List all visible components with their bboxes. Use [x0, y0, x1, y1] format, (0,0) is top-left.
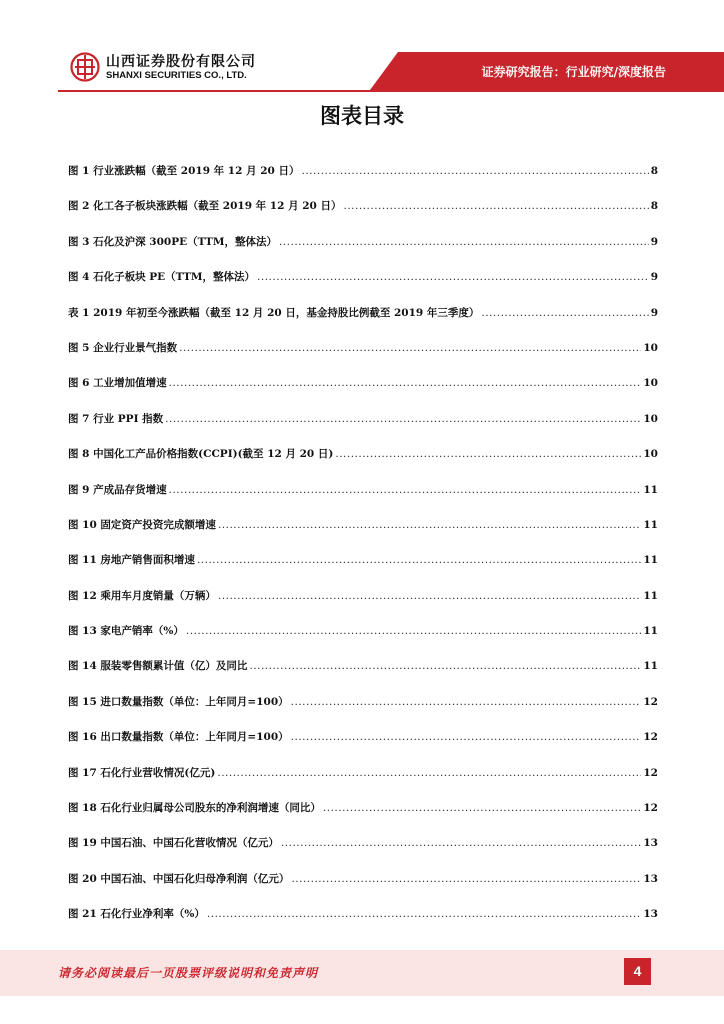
- figure-toc-list: [68, 163, 658, 942]
- toc-dot-leader: [169, 377, 642, 389]
- toc-entry[interactable]: [68, 446, 658, 481]
- toc-entry-label: 图 15 进口数量指数（单位：上年同月=100）: [68, 695, 289, 708]
- toc-entry-label: 图 8 中国化工产品价格指数(CCPI)(截至 12 月 20 日): [68, 448, 334, 461]
- toc-entry-label: 图 6 工业增加值增速: [68, 377, 167, 390]
- toc-dot-leader: [218, 590, 641, 602]
- toc-entry[interactable]: [68, 198, 658, 233]
- toc-entry[interactable]: [68, 623, 658, 658]
- toc-entry-page: 10: [643, 448, 658, 461]
- toc-dot-leader: [257, 271, 649, 283]
- toc-dot-leader: [302, 165, 649, 177]
- toc-entry-page: 11: [643, 660, 658, 673]
- toc-entry-page: 12: [643, 731, 658, 744]
- toc-entry-page: 9: [650, 271, 658, 284]
- toc-entry[interactable]: [68, 305, 658, 340]
- toc-entry-label: 图 14 服装零售额累计值（亿）及同比: [68, 660, 248, 673]
- toc-dot-leader: [249, 660, 641, 672]
- page-title: 图表目录: [320, 104, 404, 128]
- toc-entry-label: 图 16 出口数量指数（单位：上年同月=100）: [68, 731, 289, 744]
- toc-entry[interactable]: [68, 340, 658, 375]
- toc-entry-page: 12: [643, 695, 658, 708]
- toc-entry-label: 图 19 中国石油、中国石化营收情况（亿元）: [68, 837, 279, 850]
- toc-dot-leader: [291, 873, 641, 885]
- toc-entry-page: 9: [650, 235, 658, 248]
- company-name-en: SHANXI SECURITIES CO., LTD.: [106, 70, 247, 81]
- toc-entry-page: 10: [643, 341, 658, 354]
- toc-entry-page: 11: [643, 518, 658, 531]
- toc-entry[interactable]: [68, 234, 658, 269]
- toc-entry-page: 8: [650, 200, 658, 213]
- toc-entry[interactable]: [68, 729, 658, 764]
- toc-entry[interactable]: [68, 835, 658, 870]
- toc-entry-label: 图 18 石化行业归属母公司股东的净利润增速（同比）: [68, 802, 321, 815]
- toc-entry-label: 图 20 中国石油、中国石化归母净利润（亿元）: [68, 872, 290, 885]
- toc-entry-label: 图 21 石化行业净利率（%）: [68, 908, 205, 921]
- toc-entry-label: 表 1 2019 年初至今涨跌幅（截至 12 月 20 日，基金持股比例截至 2019 年三季度）: [68, 306, 480, 319]
- toc-dot-leader: [481, 307, 648, 319]
- toc-entry-page: 11: [643, 483, 658, 496]
- toc-dot-leader: [279, 236, 649, 248]
- toc-entry[interactable]: [68, 552, 658, 587]
- toc-dot-leader: [291, 696, 642, 708]
- toc-dot-leader: [186, 625, 641, 637]
- toc-dot-leader: [169, 484, 642, 496]
- toc-dot-leader: [323, 802, 641, 814]
- toc-entry-page: 13: [643, 837, 658, 850]
- toc-entry-page: 11: [643, 589, 658, 602]
- toc-dot-leader: [335, 448, 641, 460]
- toc-entry[interactable]: [68, 588, 658, 623]
- toc-dot-leader: [179, 342, 641, 354]
- shanxi-securities-logo-icon: [70, 52, 100, 82]
- toc-entry-page: 13: [643, 872, 658, 885]
- toc-entry[interactable]: [68, 800, 658, 835]
- toc-entry-label: 图 1 行业涨跌幅（截至 2019 年 12 月 20 日）: [68, 165, 300, 177]
- toc-entry-page: 8: [650, 165, 658, 177]
- toc-entry-label: 图 10 固定资产投资完成额增速: [68, 518, 216, 531]
- toc-entry-page: 12: [643, 766, 658, 779]
- toc-dot-leader: [344, 200, 649, 212]
- toc-entry-label: 图 12 乘用车月度销量（万辆）: [68, 589, 216, 602]
- toc-entry-label: 图 17 石化行业营收情况(亿元): [68, 766, 216, 779]
- toc-entry-label: 图 2 化工各子板块涨跌幅（截至 2019 年 12 月 20 日）: [68, 200, 342, 213]
- toc-entry-label: 图 3 石化及沪深 300PE（TTM，整体法）: [68, 235, 277, 248]
- toc-entry[interactable]: [68, 482, 658, 517]
- toc-entry-page: 11: [643, 625, 658, 638]
- toc-dot-leader: [165, 413, 641, 425]
- page-number: 4: [624, 958, 651, 985]
- toc-entry[interactable]: [68, 906, 658, 941]
- toc-dot-leader: [197, 554, 641, 566]
- disclaimer-text: 请务必阅读最后一页股票评级说明和免责声明: [58, 966, 319, 980]
- company-name-cn: 山西证券股份有限公司: [106, 54, 256, 70]
- report-type-label: 证券研究报告：行业研究/深度报告: [481, 65, 666, 79]
- toc-entry-label: 图 13 家电产销率（%）: [68, 625, 184, 638]
- toc-entry[interactable]: [68, 765, 658, 800]
- toc-entry-page: 10: [643, 412, 658, 425]
- toc-entry-label: 图 7 行业 PPI 指数: [68, 412, 164, 425]
- toc-entry[interactable]: [68, 694, 658, 729]
- toc-dot-leader: [291, 731, 642, 743]
- page-header: [0, 0, 724, 100]
- toc-entry[interactable]: [68, 163, 658, 198]
- toc-entry-label: 图 9 产成品存货增速: [68, 483, 167, 496]
- toc-dot-leader: [218, 519, 641, 531]
- toc-dot-leader: [281, 837, 641, 849]
- toc-dot-leader: [217, 767, 641, 779]
- toc-entry-label: 图 5 企业行业景气指数: [68, 341, 178, 354]
- toc-entry[interactable]: [68, 375, 658, 410]
- toc-entry-page: 9: [650, 306, 658, 319]
- toc-entry-page: 11: [643, 554, 658, 567]
- toc-entry-page: 12: [643, 802, 658, 815]
- toc-entry[interactable]: [68, 871, 658, 906]
- header-divider: [58, 90, 724, 92]
- toc-dot-leader: [207, 908, 641, 920]
- toc-entry-label: 图 4 石化子板块 PE（TTM，整体法）: [68, 271, 256, 284]
- toc-entry[interactable]: [68, 517, 658, 552]
- toc-entry-page: 10: [643, 377, 658, 390]
- toc-entry[interactable]: [68, 658, 658, 693]
- toc-entry-label: 图 11 房地产销售面积增速: [68, 554, 195, 567]
- toc-entry[interactable]: [68, 269, 658, 304]
- toc-entry[interactable]: [68, 411, 658, 446]
- toc-entry-page: 13: [643, 908, 658, 921]
